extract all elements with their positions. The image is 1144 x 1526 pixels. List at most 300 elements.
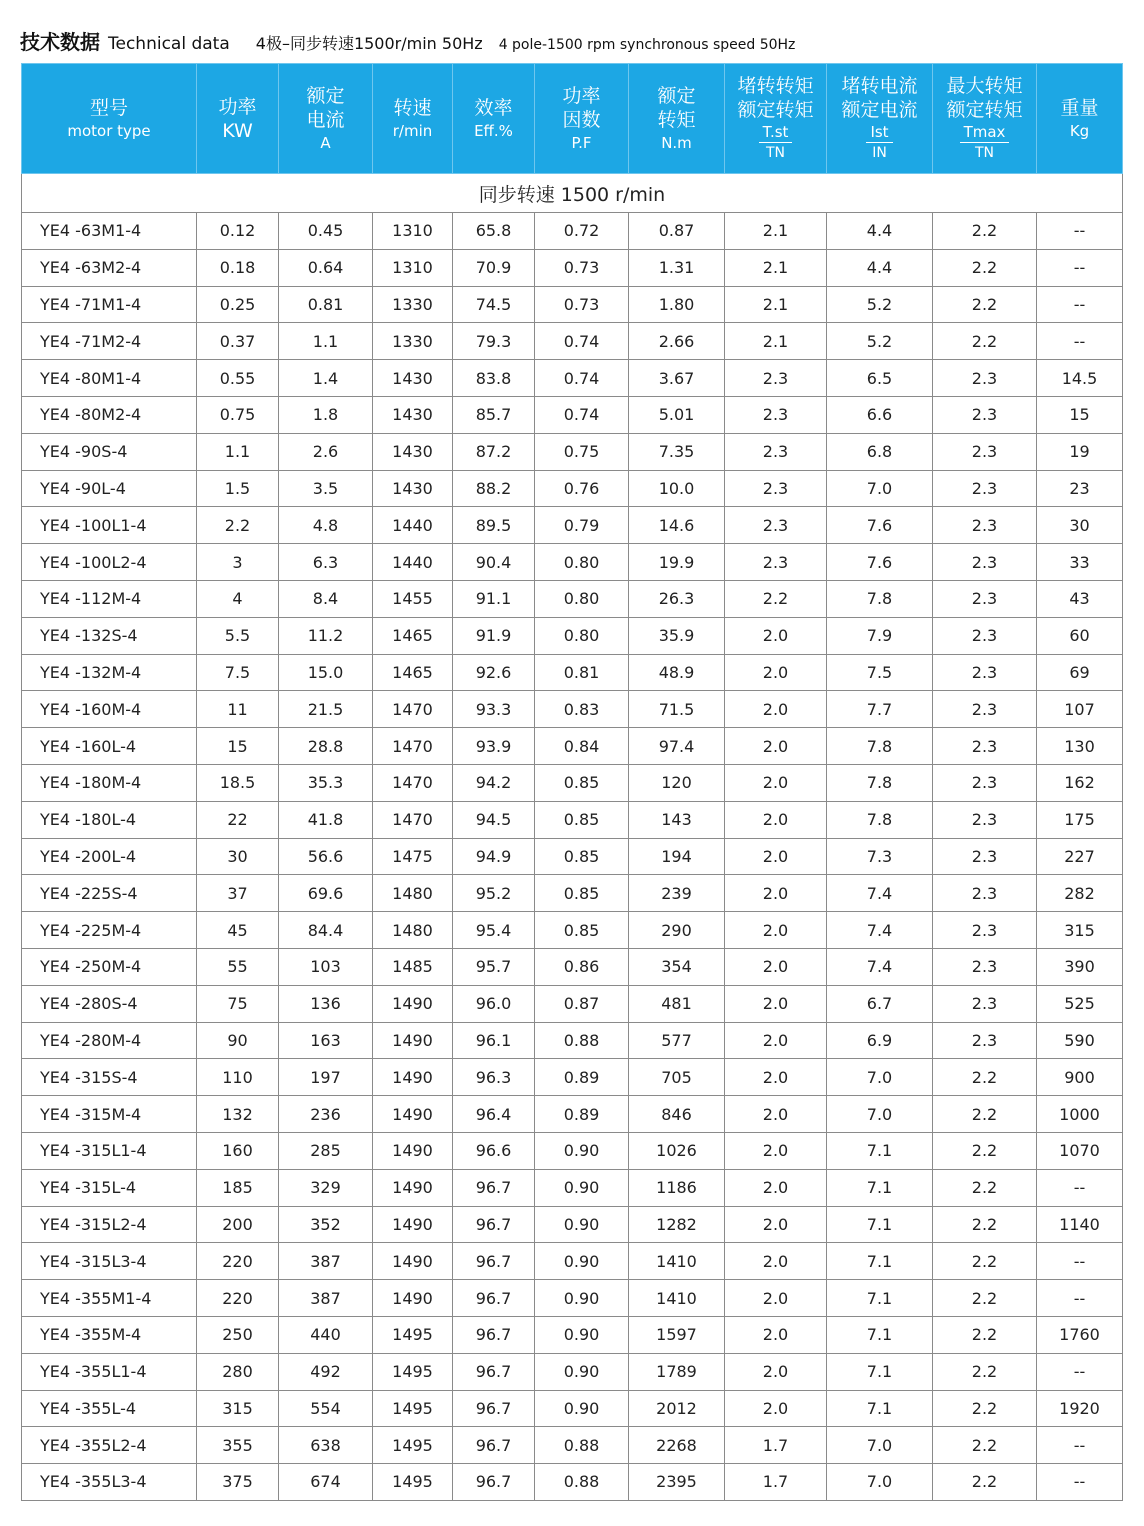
table-row [22,1206,1123,1243]
cell-speed: 1310 [373,213,453,250]
cell-speed: 1490 [373,1132,453,1169]
cell-power: 18.5 [197,764,279,801]
cell-tst: 2.1 [725,286,827,323]
subtitle-cn: 4极–同步转速1500r/min 50Hz [255,34,483,53]
cell-tst: 2.3 [725,360,827,397]
cell-speed: 1465 [373,654,453,691]
cell-current: 674 [279,1464,373,1501]
cell-efficiency: 95.4 [453,912,535,949]
cell-current: 84.4 [279,912,373,949]
cell-tst: 2.0 [725,875,827,912]
cell-power: 7.5 [197,654,279,691]
cell-pf: 0.81 [535,654,629,691]
cell-tmax: 2.3 [933,396,1037,433]
cell-ist: 7.4 [827,948,933,985]
table-body [22,213,1123,1501]
cell-model: YE4 -355M-4 [22,1316,197,1353]
cell-speed: 1455 [373,580,453,617]
cell-pf: 0.90 [535,1353,629,1390]
cell-current: 35.3 [279,764,373,801]
cell-efficiency: 94.9 [453,838,535,875]
cell-torque: 239 [629,875,725,912]
cell-weight: -- [1037,323,1123,360]
cell-weight: 130 [1037,728,1123,765]
cell-weight: 30 [1037,507,1123,544]
cell-torque: 1.80 [629,286,725,323]
cell-tst: 2.0 [725,1353,827,1390]
table-row [22,396,1123,433]
cell-efficiency: 95.2 [453,875,535,912]
cell-tmax: 2.3 [933,1022,1037,1059]
cell-weight: 227 [1037,838,1123,875]
cell-weight: -- [1037,1280,1123,1317]
cell-ist: 7.0 [827,1464,933,1501]
cell-pf: 0.88 [535,1464,629,1501]
cell-weight: 525 [1037,985,1123,1022]
cell-tmax: 2.2 [933,1132,1037,1169]
cell-current: 440 [279,1316,373,1353]
cell-speed: 1485 [373,948,453,985]
cell-speed: 1490 [373,1096,453,1133]
title-en: Technical data [108,34,230,54]
cell-model: YE4 -132S-4 [22,617,197,654]
cell-power: 0.37 [197,323,279,360]
cell-power: 1.1 [197,433,279,470]
cell-current: 387 [279,1243,373,1280]
cell-tst: 2.0 [725,1059,827,1096]
cell-ist: 7.0 [827,1059,933,1096]
cell-current: 0.64 [279,249,373,286]
cell-torque: 7.35 [629,433,725,470]
cell-speed: 1490 [373,1022,453,1059]
cell-tmax: 2.2 [933,286,1037,323]
cell-current: 1.8 [279,396,373,433]
cell-power: 160 [197,1132,279,1169]
header-weight: 重量 Kg [1037,64,1123,174]
header-model: 型号 motor type [22,64,197,174]
header-max-torque-ratio: 最大转矩 额定转矩 Tmax TN [933,64,1037,174]
cell-current: 638 [279,1427,373,1464]
cell-pf: 0.73 [535,249,629,286]
cell-power: 90 [197,1022,279,1059]
cell-pf: 0.88 [535,1022,629,1059]
cell-pf: 0.83 [535,691,629,728]
cell-weight: -- [1037,1353,1123,1390]
table-row [22,1096,1123,1133]
cell-ist: 7.9 [827,617,933,654]
cell-efficiency: 96.1 [453,1022,535,1059]
cell-ist: 7.5 [827,654,933,691]
cell-torque: 705 [629,1059,725,1096]
cell-ist: 6.5 [827,360,933,397]
cell-speed: 1430 [373,360,453,397]
header-power: 功率 KW [197,64,279,174]
cell-torque: 2.66 [629,323,725,360]
cell-power: 75 [197,985,279,1022]
cell-weight: 315 [1037,912,1123,949]
table-row [22,1243,1123,1280]
cell-torque: 143 [629,801,725,838]
cell-current: 8.4 [279,580,373,617]
table-row [22,1132,1123,1169]
cell-torque: 1410 [629,1280,725,1317]
cell-current: 0.45 [279,213,373,250]
cell-current: 3.5 [279,470,373,507]
cell-weight: 1070 [1037,1132,1123,1169]
cell-tst: 2.2 [725,580,827,617]
cell-tst: 2.0 [725,728,827,765]
cell-efficiency: 79.3 [453,323,535,360]
cell-tmax: 2.2 [933,1206,1037,1243]
cell-weight: 1920 [1037,1390,1123,1427]
cell-tmax: 2.3 [933,875,1037,912]
table-row [22,912,1123,949]
cell-efficiency: 94.2 [453,764,535,801]
cell-tst: 2.3 [725,433,827,470]
cell-ist: 4.4 [827,213,933,250]
cell-weight: -- [1037,1427,1123,1464]
cell-efficiency: 93.3 [453,691,535,728]
cell-ist: 6.9 [827,1022,933,1059]
cell-model: YE4 -315L2-4 [22,1206,197,1243]
header-locked-torque-ratio: 堵转转矩 额定转矩 T.st TN [725,64,827,174]
cell-torque: 354 [629,948,725,985]
cell-weight: 590 [1037,1022,1123,1059]
table-row [22,985,1123,1022]
cell-power: 0.12 [197,213,279,250]
cell-tmax: 2.3 [933,360,1037,397]
cell-tst: 1.7 [725,1464,827,1501]
cell-power: 45 [197,912,279,949]
cell-tmax: 2.2 [933,1464,1037,1501]
cell-tst: 1.7 [725,1427,827,1464]
cell-efficiency: 95.7 [453,948,535,985]
table-row [22,801,1123,838]
cell-efficiency: 96.7 [453,1316,535,1353]
cell-tmax: 2.2 [933,1169,1037,1206]
table-row [22,1390,1123,1427]
cell-weight: -- [1037,1464,1123,1501]
cell-pf: 0.85 [535,764,629,801]
cell-efficiency: 96.3 [453,1059,535,1096]
cell-torque: 35.9 [629,617,725,654]
cell-pf: 0.90 [535,1280,629,1317]
section-label: 同步转速 1500 r/min [22,174,1123,213]
table-row [22,470,1123,507]
cell-pf: 0.72 [535,213,629,250]
cell-weight: 60 [1037,617,1123,654]
cell-model: YE4 -112M-4 [22,580,197,617]
cell-power: 375 [197,1464,279,1501]
cell-torque: 71.5 [629,691,725,728]
cell-speed: 1495 [373,1316,453,1353]
cell-weight: 900 [1037,1059,1123,1096]
cell-weight: -- [1037,213,1123,250]
cell-power: 315 [197,1390,279,1427]
cell-current: 11.2 [279,617,373,654]
cell-pf: 0.89 [535,1096,629,1133]
cell-current: 0.81 [279,286,373,323]
cell-current: 56.6 [279,838,373,875]
cell-tmax: 2.3 [933,985,1037,1022]
cell-ist: 5.2 [827,323,933,360]
cell-current: 387 [279,1280,373,1317]
cell-ist: 7.7 [827,691,933,728]
cell-torque: 577 [629,1022,725,1059]
cell-pf: 0.90 [535,1316,629,1353]
cell-tst: 2.0 [725,1280,827,1317]
cell-weight: 15 [1037,396,1123,433]
cell-efficiency: 74.5 [453,286,535,323]
cell-torque: 194 [629,838,725,875]
cell-ist: 7.1 [827,1390,933,1427]
cell-current: 197 [279,1059,373,1096]
cell-torque: 2395 [629,1464,725,1501]
cell-efficiency: 65.8 [453,213,535,250]
cell-tmax: 2.2 [933,323,1037,360]
cell-ist: 4.4 [827,249,933,286]
cell-efficiency: 70.9 [453,249,535,286]
cell-power: 37 [197,875,279,912]
cell-speed: 1495 [373,1427,453,1464]
cell-current: 103 [279,948,373,985]
cell-weight: -- [1037,286,1123,323]
cell-weight: 1140 [1037,1206,1123,1243]
cell-weight: 33 [1037,544,1123,581]
table-row [22,1316,1123,1353]
cell-tmax: 2.3 [933,912,1037,949]
cell-speed: 1490 [373,1169,453,1206]
cell-speed: 1470 [373,691,453,728]
cell-model: YE4 -132M-4 [22,654,197,691]
cell-pf: 0.80 [535,544,629,581]
cell-tst: 2.0 [725,1096,827,1133]
cell-weight: 69 [1037,654,1123,691]
cell-current: 6.3 [279,544,373,581]
cell-model: YE4 -315L-4 [22,1169,197,1206]
cell-tst: 2.1 [725,323,827,360]
cell-speed: 1470 [373,801,453,838]
cell-weight: -- [1037,1243,1123,1280]
cell-tst: 2.0 [725,1390,827,1427]
cell-torque: 120 [629,764,725,801]
table-row [22,728,1123,765]
cell-weight: 1000 [1037,1096,1123,1133]
cell-model: YE4 -80M1-4 [22,360,197,397]
page-title [20,26,795,56]
cell-pf: 0.79 [535,507,629,544]
cell-model: YE4 -180L-4 [22,801,197,838]
cell-power: 0.25 [197,286,279,323]
cell-power: 250 [197,1316,279,1353]
cell-weight: 14.5 [1037,360,1123,397]
cell-tmax: 2.2 [933,213,1037,250]
table-row [22,323,1123,360]
cell-tst: 2.0 [725,948,827,985]
cell-weight: 390 [1037,948,1123,985]
cell-pf: 0.80 [535,580,629,617]
cell-tmax: 2.3 [933,470,1037,507]
cell-speed: 1480 [373,875,453,912]
cell-power: 55 [197,948,279,985]
cell-model: YE4 -180M-4 [22,764,197,801]
cell-tst: 2.3 [725,396,827,433]
table-row [22,249,1123,286]
cell-speed: 1495 [373,1390,453,1427]
cell-speed: 1430 [373,396,453,433]
cell-torque: 1597 [629,1316,725,1353]
cell-tmax: 2.3 [933,728,1037,765]
cell-current: 492 [279,1353,373,1390]
cell-ist: 7.6 [827,544,933,581]
cell-ist: 7.1 [827,1280,933,1317]
cell-tst: 2.0 [725,912,827,949]
cell-current: 4.8 [279,507,373,544]
section-row [22,174,1123,213]
cell-speed: 1430 [373,433,453,470]
cell-tst: 2.0 [725,1169,827,1206]
cell-ist: 6.6 [827,396,933,433]
cell-tst: 2.3 [725,544,827,581]
cell-ist: 7.1 [827,1243,933,1280]
cell-tmax: 2.3 [933,580,1037,617]
cell-pf: 0.90 [535,1132,629,1169]
cell-power: 185 [197,1169,279,1206]
cell-efficiency: 96.7 [453,1243,535,1280]
cell-power: 280 [197,1353,279,1390]
cell-efficiency: 89.5 [453,507,535,544]
cell-model: YE4 -160M-4 [22,691,197,728]
cell-torque: 19.9 [629,544,725,581]
cell-weight: 107 [1037,691,1123,728]
cell-efficiency: 96.7 [453,1390,535,1427]
cell-pf: 0.84 [535,728,629,765]
cell-model: YE4 -90S-4 [22,433,197,470]
cell-speed: 1465 [373,617,453,654]
cell-tst: 2.1 [725,213,827,250]
cell-speed: 1490 [373,1206,453,1243]
cell-speed: 1480 [373,912,453,949]
table-row [22,617,1123,654]
cell-tmax: 2.2 [933,1243,1037,1280]
table-row [22,1427,1123,1464]
cell-ist: 7.8 [827,764,933,801]
cell-weight: 162 [1037,764,1123,801]
cell-speed: 1310 [373,249,453,286]
cell-ist: 7.1 [827,1316,933,1353]
cell-tmax: 2.2 [933,1316,1037,1353]
cell-ist: 7.1 [827,1206,933,1243]
cell-speed: 1470 [373,728,453,765]
table-row [22,1353,1123,1390]
cell-pf: 0.85 [535,875,629,912]
table-row [22,507,1123,544]
table-row [22,838,1123,875]
cell-pf: 0.85 [535,801,629,838]
cell-power: 132 [197,1096,279,1133]
subtitle-en: 4 pole-1500 rpm synchronous speed 50Hz [498,37,796,53]
cell-current: 28.8 [279,728,373,765]
cell-power: 4 [197,580,279,617]
cell-model: YE4 -355L1-4 [22,1353,197,1390]
cell-current: 41.8 [279,801,373,838]
cell-tst: 2.0 [725,691,827,728]
cell-current: 136 [279,985,373,1022]
table-row [22,580,1123,617]
cell-power: 355 [197,1427,279,1464]
cell-pf: 0.88 [535,1427,629,1464]
cell-pf: 0.87 [535,985,629,1022]
cell-model: YE4 -355L3-4 [22,1464,197,1501]
cell-pf: 0.90 [535,1390,629,1427]
cell-power: 5.5 [197,617,279,654]
cell-tmax: 2.2 [933,1353,1037,1390]
cell-efficiency: 93.9 [453,728,535,765]
cell-pf: 0.90 [535,1169,629,1206]
cell-pf: 0.76 [535,470,629,507]
cell-model: YE4 -355L2-4 [22,1427,197,1464]
cell-tst: 2.0 [725,1022,827,1059]
header-efficiency: 效率 Eff.% [453,64,535,174]
cell-ist: 7.8 [827,580,933,617]
cell-torque: 1186 [629,1169,725,1206]
cell-power: 200 [197,1206,279,1243]
cell-tst: 2.0 [725,1243,827,1280]
cell-current: 1.4 [279,360,373,397]
cell-ist: 7.1 [827,1132,933,1169]
table-row [22,764,1123,801]
cell-power: 2.2 [197,507,279,544]
table-row [22,1464,1123,1501]
header-torque: 额定 转矩 N.m [629,64,725,174]
cell-model: YE4 -100L1-4 [22,507,197,544]
cell-speed: 1330 [373,323,453,360]
cell-tst: 2.0 [725,764,827,801]
cell-ist: 7.3 [827,838,933,875]
cell-ist: 7.4 [827,912,933,949]
cell-model: YE4 -160L-4 [22,728,197,765]
cell-tmax: 2.3 [933,801,1037,838]
cell-tst: 2.3 [725,470,827,507]
table-row [22,654,1123,691]
cell-speed: 1440 [373,507,453,544]
cell-power: 0.55 [197,360,279,397]
cell-weight: 43 [1037,580,1123,617]
cell-pf: 0.73 [535,286,629,323]
cell-tmax: 2.2 [933,1427,1037,1464]
cell-ist: 7.4 [827,875,933,912]
cell-efficiency: 96.7 [453,1464,535,1501]
cell-model: YE4 -315L3-4 [22,1243,197,1280]
cell-tmax: 2.3 [933,764,1037,801]
header-current: 额定 电流 A [279,64,373,174]
cell-power: 22 [197,801,279,838]
cell-efficiency: 87.2 [453,433,535,470]
cell-ist: 7.0 [827,1096,933,1133]
cell-speed: 1490 [373,1059,453,1096]
cell-power: 3 [197,544,279,581]
cell-current: 285 [279,1132,373,1169]
cell-torque: 846 [629,1096,725,1133]
cell-model: YE4 -90L-4 [22,470,197,507]
cell-pf: 0.90 [535,1206,629,1243]
cell-tst: 2.0 [725,1206,827,1243]
cell-tmax: 2.2 [933,1096,1037,1133]
cell-weight: 19 [1037,433,1123,470]
cell-torque: 48.9 [629,654,725,691]
cell-efficiency: 96.7 [453,1353,535,1390]
cell-torque: 290 [629,912,725,949]
